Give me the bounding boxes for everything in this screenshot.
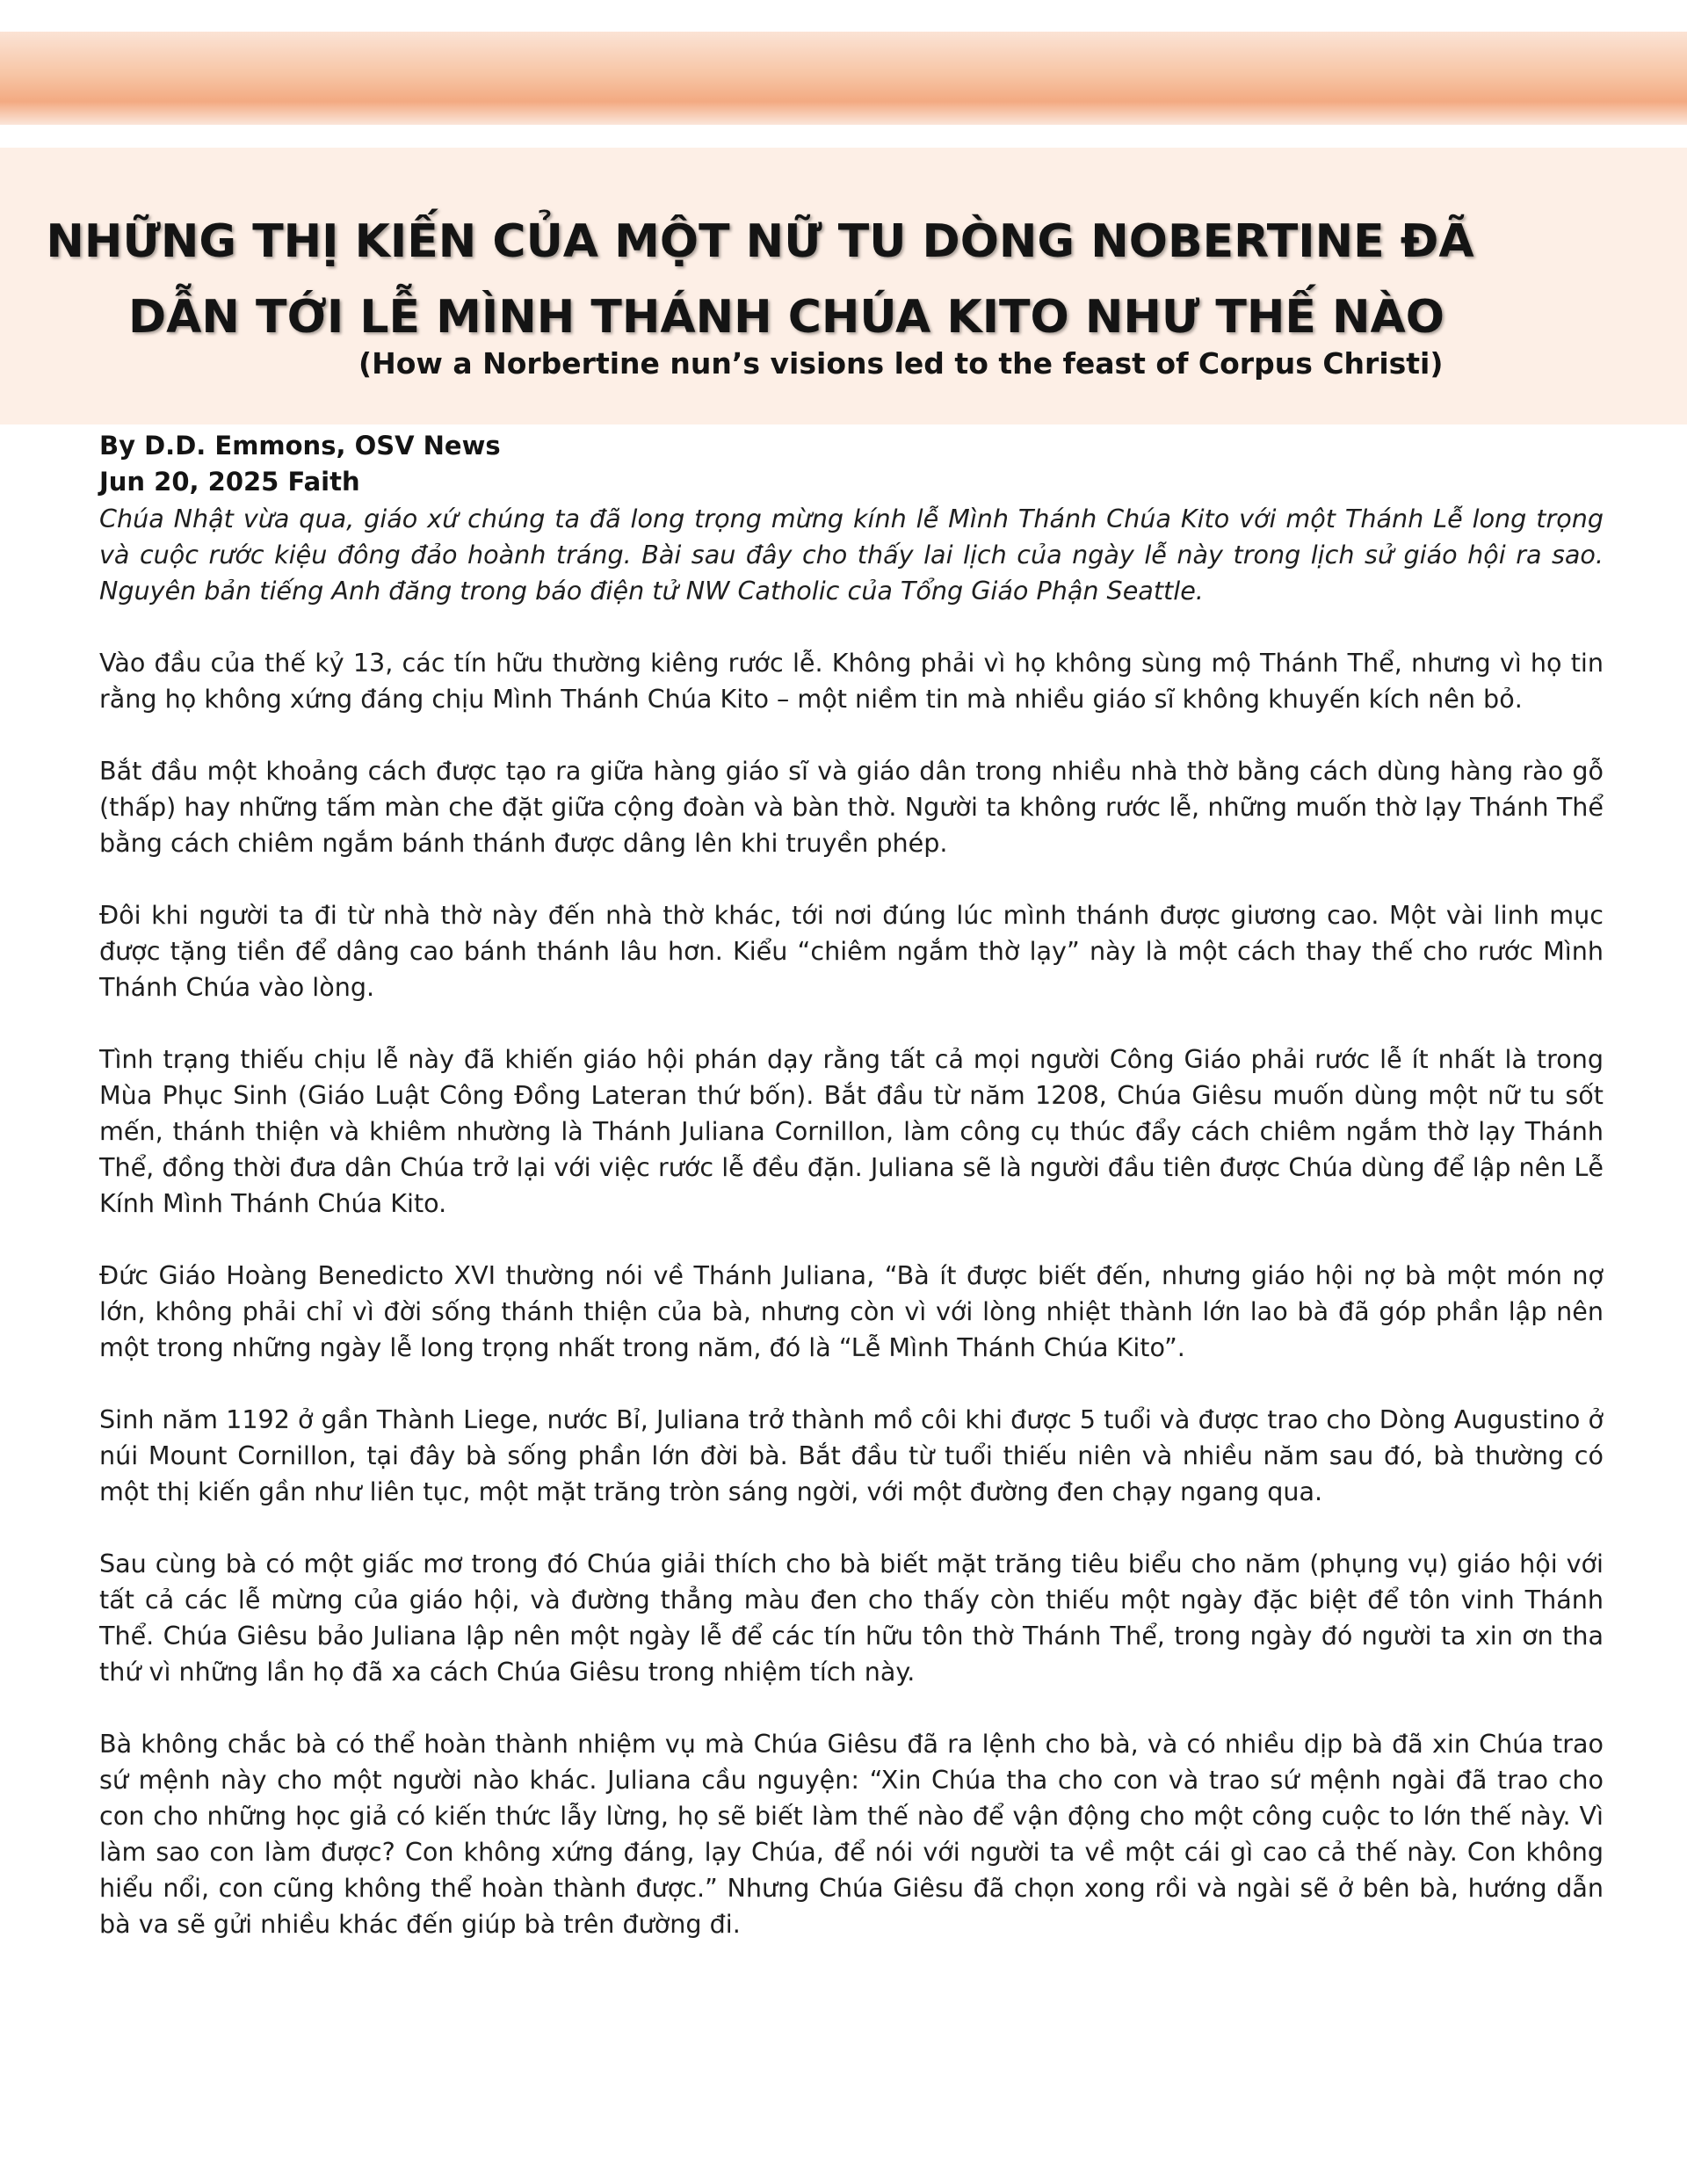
body-paragraph: Bà không chắc bà có thể hoàn thành nhiệm vụ mà Chúa Giêsu đã ra lệnh cho bà, và có nhiều dịp bà đã xin Chúa trao sứ mệnh này cho một người nào khác. Juliana cầu nguyện: “Xin Chúa tha cho con và trao sứ mệnh ngài đã trao cho con cho những học giả có kiến thức lẫy lừng, họ sẽ biết làm thế nào để vận động cho một công cuộc to lớn thế này. Vì làm sao con làm được? Con không xứng đáng, lạy Chúa, để nói với người ta về một cái gì cao cả thế này. Con không hiểu nổi, con cũng không thể hoàn thành được.” Nhưng Chúa Giêsu đã chọn xong rồi và ngài sẽ ở bên bà, hướng dẫn bà va sẽ gửi nhiều khác đến giúp bà trên đường đi.: [99, 1729, 1604, 1939]
article-title-line-2: DẪN TỚI LỄ MÌNH THÁNH CHÚA KITO NHƯ THẾ NÀO: [128, 291, 1444, 344]
body-paragraph: Vào đầu của thế kỷ 13, các tín hữu thường kiêng rước lễ. Không phải vì họ không sùng mộ Thánh Thể, nhưng vì họ tin rằng họ không xứng đáng chịu Mình Thánh Chúa Kito – một niềm tin mà nhiều giáo sĩ không khuyến kích nên bỏ.: [99, 648, 1604, 714]
article-title-line-1: NHỮNG THỊ KIẾN CỦA MỘT NỮ TU DÒNG NOBERTINE ĐÃ: [46, 215, 1474, 268]
body-paragraph: Bắt đầu một khoảng cách được tạo ra giữa hàng giáo sĩ và giáo dân trong nhiều nhà thờ bằng cách dùng hàng rào gỗ (thấp) hay những tấm màn che đặt giữa cộng đoàn và bàn thờ. Người ta không rước lễ, những muốn thờ lạy Thánh Thể bằng cách chiêm ngắm bánh thánh được dâng lên khi truyền phép.: [99, 756, 1604, 858]
body-paragraph: Đức Giáo Hoàng Benedicto XVI thường nói về Thánh Juliana, “Bà ít được biết đến, nhưng giáo hội nợ bà một món nợ lớn, không phải chỉ vì đời sống thánh thiện của bà, nhưng còn vì với lòng nhiệt thành lớn lao bà đã góp phần lập nên một trong những ngày lễ long trọng nhất trong năm, đó là “Lễ Mình Thánh Chúa Kito”.: [99, 1260, 1604, 1362]
body-paragraph: Sau cùng bà có một giấc mơ trong đó Chúa giải thích cho bà biết mặt trăng tiêu biểu cho năm (phụng vụ) giáo hội với tất cả các lễ mừng của giáo hội, và đường thẳng màu đen cho thấy còn thiếu một ngày đặc biệt để tôn vinh Thánh Thể. Chúa Giêsu bảo Juliana lập nên một ngày lễ để các tín hữu tôn thờ Thánh Thể, trong ngày đó người ta xin ơn tha thứ vì những lần họ đã xa cách Chúa Giêsu trong nhiệm tích này.: [99, 1549, 1604, 1687]
body-paragraph: Sinh năm 1192 ở gần Thành Liege, nước Bỉ, Juliana trở thành mồ côi khi được 5 tuổi và được trao cho Dòng Augustino ở núi Mount Cornillon, tại đây bà sống phần lớn đời bà. Bắt đầu từ tuổi thiếu niên và nhiều năm sau đó, bà thường có một thị kiến gần như liên tục, một mặt trăng tròn sáng ngời, với một đường đen chạy ngang qua.: [99, 1404, 1604, 1506]
article-subtitle: (How a Norbertine nun’s visions led to the feast of Corpus Christi): [358, 346, 1444, 381]
body-paragraph: Đôi khi người ta đi từ nhà thờ này đến nhà thờ khác, tới nơi đúng lúc mình thánh được giương cao. Một vài linh mục được tặng tiền để dâng cao bánh thánh lâu hơn. Kiểu “chiêm ngắm thờ lạy” này là một cách thay thế cho rước Mình Thánh Chúa vào lòng.: [99, 900, 1604, 1002]
intro-paragraph: Chúa Nhật vừa qua, giáo xứ chúng ta đã long trọng mừng kính lễ Mình Thánh Chúa Kito với một Thánh Lễ long trọng và cuộc rước kiệu đông đảo hoành tráng. Bài sau đây cho thấy lai lịch của ngày lễ này trong lịch sử giáo hội ra sao. Nguyên bản tiếng Anh đăng trong báo điện tử NW Catholic của Tổng Giáo Phận Seattle.: [99, 504, 1604, 606]
body-paragraph: Tình trạng thiếu chịu lễ này đã khiến giáo hội phán dạy rằng tất cả mọi người Công Giáo phải rước lễ ít nhất là trong Mùa Phục Sinh (Giáo Luật Công Đồng Lateran thứ bốn). Bắt đầu từ năm 1208, Chúa Giêsu muốn dùng một nữ tu sốt mến, thánh thiện và khiêm nhường là Thánh Juliana Cornillon, làm công cụ thúc đẩy cách chiêm ngắm thờ lạy Thánh Thể, đồng thời đưa dân Chúa trở lại với việc rước lễ đều đặn. Juliana sẽ là người đầu tiên được Chúa dùng để lập nên Lễ Kính Mình Thánh Chúa Kito.: [99, 1044, 1604, 1218]
article-body: [99, 501, 1604, 1978]
article-title: [0, 204, 1687, 355]
author-line: By D.D. Emmons, OSV News: [99, 431, 501, 461]
date-category-line: Jun 20, 2025 Faith: [99, 467, 360, 497]
decorative-gradient-band: [0, 32, 1687, 125]
byline: [99, 428, 501, 500]
